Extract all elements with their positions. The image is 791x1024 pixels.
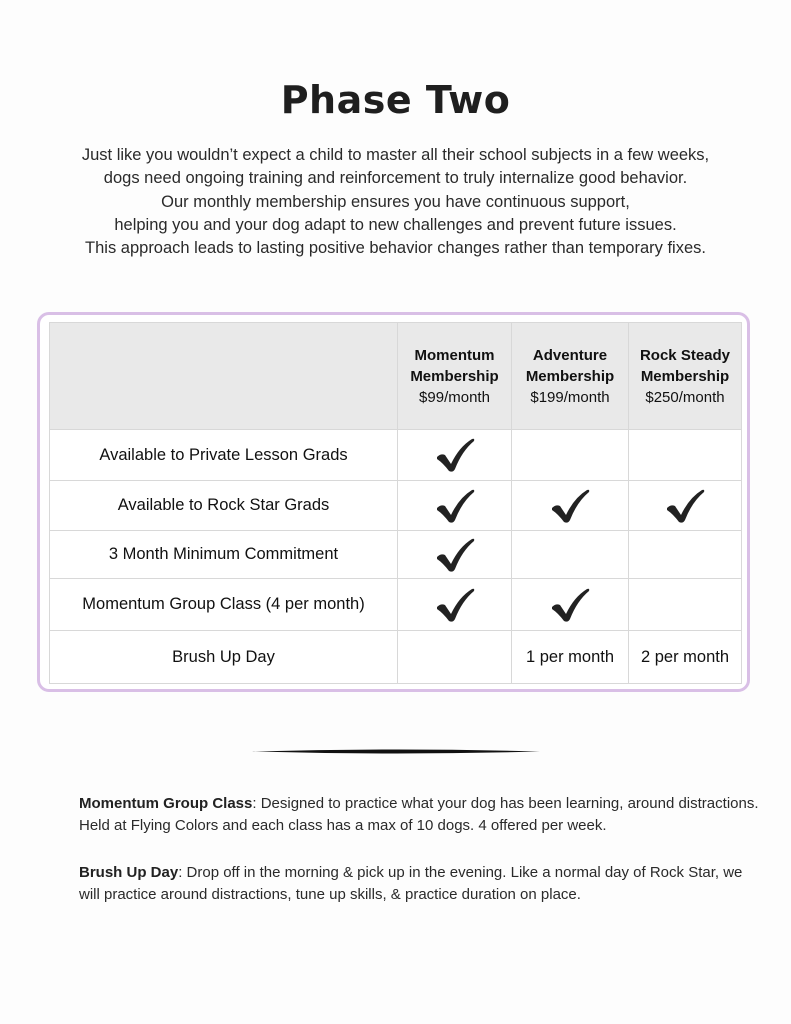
note-text: : Designed to practice what your dog has been learning, around distractions. Held at Flying Colors and each class has a max of 10 dogs. 4 offered per week. — [79, 795, 759, 834]
table-cell — [512, 579, 629, 631]
page-title: Phase Two — [280, 78, 511, 122]
plan-name: Momentum — [414, 346, 495, 364]
note-paragraph — [79, 793, 759, 836]
table-row — [50, 430, 742, 481]
feature-label: Available to Private Lesson Grads — [50, 430, 398, 481]
intro-line: Our monthly membership ensures you have continuous support, — [161, 192, 630, 211]
plan-name: Rock Steady — [639, 346, 731, 364]
table-cell — [512, 430, 629, 481]
cell-value: 1 per month — [525, 647, 615, 666]
table-cell — [512, 531, 629, 579]
check-icon — [435, 587, 475, 623]
check-icon — [550, 488, 590, 524]
note-paragraph — [79, 862, 759, 905]
check-icon — [435, 488, 475, 524]
intro-line: helping you and your dog adapt to new challenges and prevent future issues. — [114, 215, 677, 234]
plan-price: $99/month — [419, 388, 490, 406]
table-cell — [398, 531, 512, 579]
plan-price: $199/month — [530, 388, 610, 406]
section-divider — [252, 749, 540, 754]
note-text: : Drop off in the morning & pick up in the evening. Like a normal day of Rock Star, we will practice around distractions, tune up skills, & practice duration on place. — [79, 864, 743, 903]
plan-header-momentum — [398, 323, 512, 430]
plan-price: $250/month — [645, 388, 725, 406]
intro-line: This approach leads to lasting positive behavior changes rather than temporary fixes. — [85, 239, 706, 258]
plan-name: Membership — [525, 367, 615, 385]
plan-header-adventure — [512, 323, 629, 430]
table-row — [50, 481, 742, 531]
feature-label: Brush Up Day — [50, 631, 398, 684]
table-cell — [629, 430, 742, 481]
plan-name: Membership — [640, 367, 730, 385]
intro-paragraph — [40, 144, 751, 260]
feature-label: Available to Rock Star Grads — [50, 481, 398, 531]
table-cell — [512, 631, 629, 684]
feature-label: 3 Month Minimum Commitment — [50, 531, 398, 579]
intro-line: dogs need ongoing training and reinforcement to truly internalize good behavior. — [103, 169, 688, 188]
table-cell — [398, 430, 512, 481]
check-icon — [435, 537, 475, 573]
intro-line: Just like you wouldn’t expect a child to master all their school subjects in a few weeks, — [81, 146, 710, 164]
header-empty-cell — [50, 323, 398, 430]
notes-section — [79, 793, 759, 931]
table-cell — [398, 631, 512, 684]
check-icon — [665, 488, 705, 524]
plan-name: Adventure — [532, 346, 608, 364]
table-cell — [629, 481, 742, 531]
table-cell — [398, 481, 512, 531]
note-term: Momentum Group Class — [79, 795, 253, 812]
cell-value: 2 per month — [640, 647, 730, 666]
table-cell — [629, 531, 742, 579]
plan-header-rock-steady — [629, 323, 742, 430]
table-row — [50, 631, 742, 684]
check-icon — [550, 587, 590, 623]
table-row — [50, 531, 742, 579]
plan-name: Membership — [410, 367, 499, 385]
membership-comparison-table — [49, 322, 742, 684]
table-cell — [398, 579, 512, 631]
check-icon — [435, 437, 475, 473]
table-cell — [512, 481, 629, 531]
table-cell — [629, 579, 742, 631]
feature-label: Momentum Group Class (4 per month) — [50, 579, 398, 631]
note-term: Brush Up Day — [79, 864, 179, 881]
table-row — [50, 579, 742, 631]
table-header-row — [50, 323, 742, 430]
table-cell — [629, 631, 742, 684]
